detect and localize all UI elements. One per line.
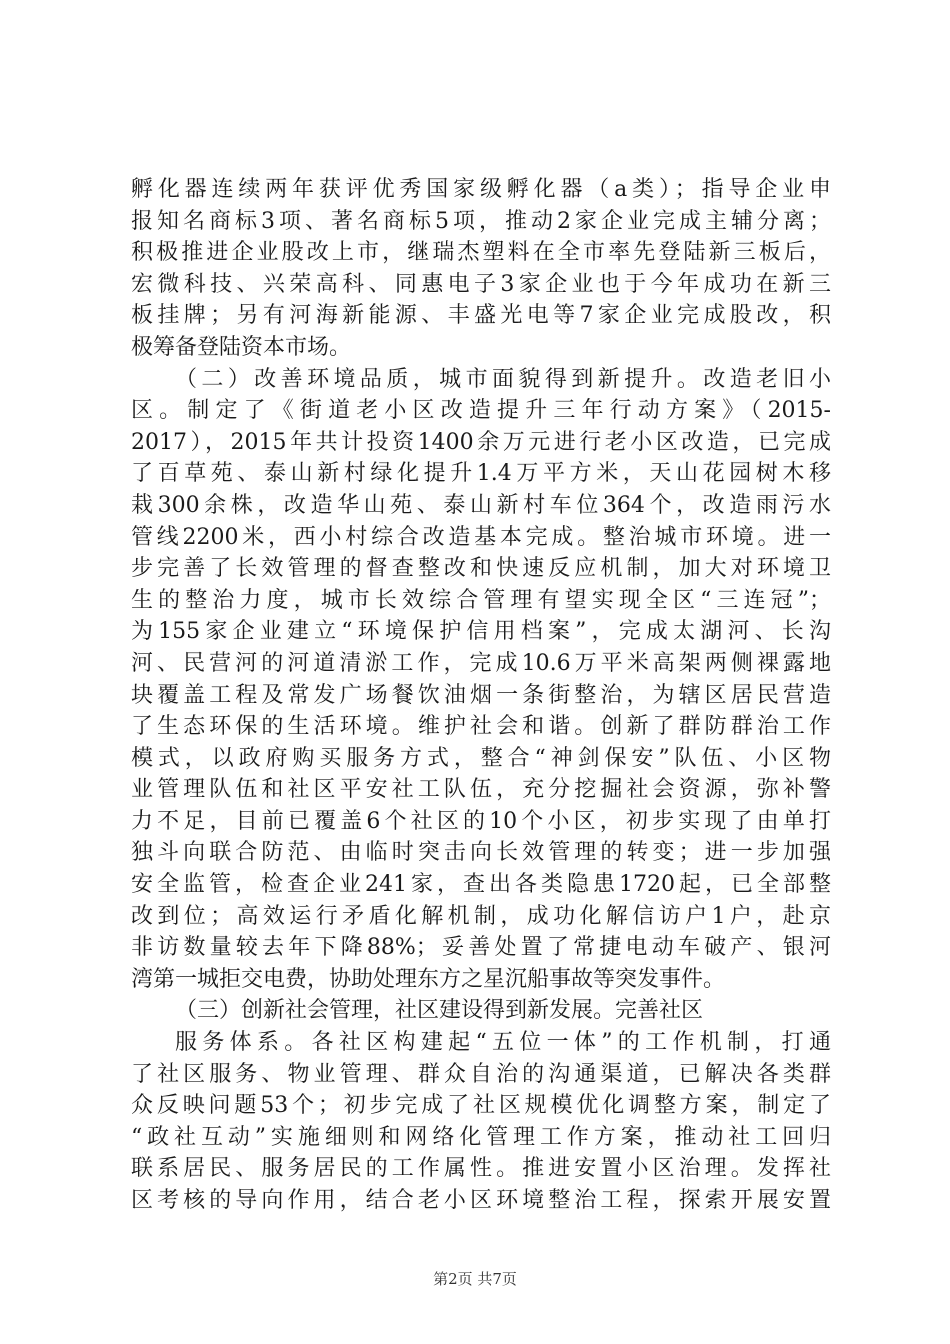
body-text bbox=[131, 174, 831, 1217]
text-line: 极筹备登陆资本市场。 bbox=[131, 334, 352, 360]
text-line: 力不足，目前已覆盖6个社区的10个小区，初步实现了由单打 bbox=[131, 808, 831, 834]
text-line: 了社区服务、物业管理、群众自治的沟通渠道，已解决各类群 bbox=[131, 1061, 831, 1087]
text-line: 板挂牌；另有河海新能源、丰盛光电等7家企业完成股改，积 bbox=[131, 303, 831, 329]
text-line: 积极推进企业股改上市，继瑞杰塑料在全市率先登陆新三板后， bbox=[131, 240, 831, 266]
text-line: 模式，以政府购买服务方式，整合“神剑保安”队伍、小区物 bbox=[131, 745, 831, 771]
text-line: 了百草苑、泰山新村绿化提升1.4万平方米，天山花园树木移 bbox=[131, 461, 831, 487]
text-line: 独斗向联合防范、由临时突击向长效管理的转变；进一步加强 bbox=[131, 840, 831, 866]
text-line: 区考核的导向作用，结合老小区环境整治工程，探索开展安置 bbox=[131, 1188, 831, 1213]
text-line: 非访数量较去年下降88%；妥善处置了常捷电动车破产、银河 bbox=[131, 935, 831, 961]
text-line: 改到位；高效运行矛盾化解机制，成功化解信访户1户，赴京 bbox=[131, 903, 831, 929]
text-line: 业管理队伍和社区平安社工队伍，充分挖掘社会资源，弥补警 bbox=[131, 777, 831, 803]
text-line: 服务体系。各社区构建起“五位一体”的工作机制，打通 bbox=[175, 1030, 831, 1056]
text-line: 报知名商标3项、著名商标5项，推动2家企业完成主辅分离； bbox=[131, 208, 831, 234]
text-line: 河、民营河的河道清淤工作，完成10.6万平米高架两侧裸露地 bbox=[131, 650, 831, 676]
section-heading-line: （二）改善环境品质，城市面貌得到新提升。改造老旧小 bbox=[175, 366, 831, 392]
text-line: “政社互动”实施细则和网络化管理工作方案，推动社工回归 bbox=[131, 1124, 831, 1150]
text-line: 孵化器连续两年获评优秀国家级孵化器（a类）；指导企业申 bbox=[131, 177, 831, 202]
text-line: 栽300余株，改造华山苑、泰山新村车位364个，改造雨污水 bbox=[131, 492, 831, 518]
text-line: 为155家企业建立“环境保护信用档案”，完成太湖河、长沟 bbox=[131, 619, 831, 645]
section-heading-line: （三）创新社会管理，社区建设得到新发展。完善社区 bbox=[175, 998, 704, 1024]
text-line: 生的整治力度，城市长效综合管理有望实现全区“三连冠”； bbox=[131, 587, 831, 613]
text-line: 块覆盖工程及常发广场餐饮油烟一条街整治，为辖区居民营造 bbox=[131, 682, 831, 708]
text-line: 管线2200米，西小村综合改造基本完成。整治城市环境。进一 bbox=[131, 524, 831, 550]
text-line: 了生态环保的生活环境。维护社会和谐。创新了群防群治工作 bbox=[131, 714, 831, 740]
text-line: 宏微科技、兴荣高科、同惠电子3家企业也于今年成功在新三 bbox=[131, 271, 831, 297]
text-line: 2017），2015年共计投资1400余万元进行老小区改造，已完成 bbox=[131, 429, 831, 455]
text-line: 众反映问题53个；初步完成了社区规模优化调整方案，制定了 bbox=[131, 1093, 831, 1119]
text-line: 湾第一城拒交电费，协助处理东方之星沉船事故等突发事件。 bbox=[131, 966, 726, 992]
text-line: 联系居民、服务居民的工作属性。推进安置小区治理。发挥社 bbox=[131, 1156, 831, 1182]
text-line: 区。制定了《街道老小区改造提升三年行动方案》（2015- bbox=[131, 398, 831, 424]
page-number-footer: 第2页 共7页 bbox=[433, 1270, 517, 1288]
text-line: 步完善了长效管理的督查整改和快速反应机制，加大对环境卫 bbox=[131, 556, 831, 582]
text-line: 安全监管，检查企业241家，查出各类隐患1720起，已全部整 bbox=[131, 872, 831, 898]
